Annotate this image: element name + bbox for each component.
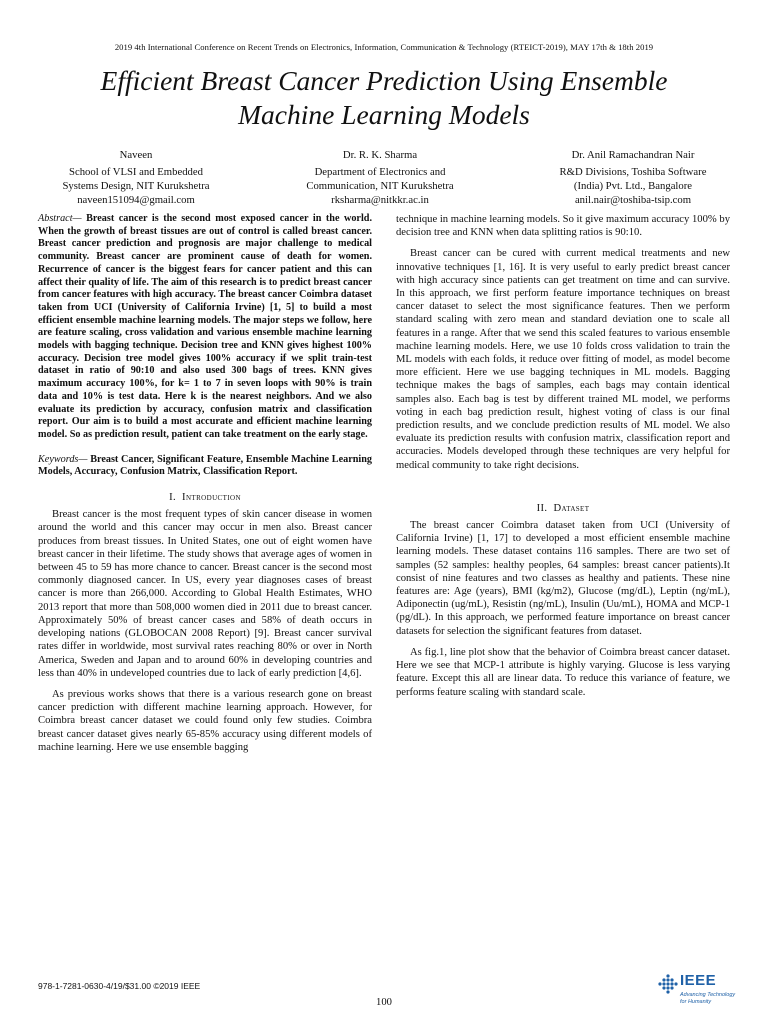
paragraph: As fig.1, line plot show that the behavior of Coimbra breast cancer dataset. Here we see that MCP-1 attribute is highly varying. Glucose is less varying feature. Except this all are linear data. To reduce this variance of feature, we performs feature scaling with standard scale. bbox=[396, 646, 730, 698]
author-affiliation: Department of Electronics and Communication, NIT Kurukshetra rksharma@nitkkr.ac.in bbox=[306, 166, 454, 206]
keywords-text: Breast Cancer, Significant Feature, Ensemble Machine Learning Models, Accuracy, Confusion Matrix, Classification Report. bbox=[38, 453, 372, 478]
paragraph: Breast cancer can be cured with current medical treatments and new innovative techniques [1, 16]. It is very useful to early predict breast cancer with high accuracy since patients can get treatment on time and can survive. In this approach, we first perform feature importance techniques on breast cancer dataset to select the most significance features. Then we perform standard scaling with zero mean and standard deviation one to scale all features in a range. After that we send this scaled features to various ensemble machine learning models. Here, we use 10 folds cross validation to train the ML models with each folds, it reduce over fitting of model, as model become more efficient. Here we use bagging techniques in ML models. Bagging technique makes the bags of samples, each bags may contain identical samples also. Each bag is test by different trained ML model, we performs voting in each bag prediction result, highest voting of class is our final prediction results, and we conclude prediction results of ML model. We also evaluate its prediction results with confusion matrix, classification report and accuracies. Models developed through these techniques are very helpful for medical community to take right decisions. bbox=[396, 248, 730, 471]
page-number: 100 bbox=[376, 997, 392, 1008]
author-block-1 bbox=[36, 148, 236, 207]
ieee-logo-text: IEEE bbox=[680, 972, 717, 989]
author-affiliation: R&D Divisions, Toshiba Software (India) Pvt. Ltd., Bangalore anil.nair@toshiba-tsip.com bbox=[559, 166, 707, 206]
keywords bbox=[38, 454, 372, 479]
abstract-label: Abstract— bbox=[38, 213, 82, 224]
abstract-text: Breast cancer is the second most exposed cancer in the world. When the growth of breast tissues are out of control is called breast cancer. Breast cancer prediction and prognosis are major challenge to medical community. Breast cancer are prominent cause of death for women. Recurrence of cancer is the biggest fears for cancer patient and this can affect their quality of life. The aim of this research is to predict breast cancer from cancer features with high accuracy. The breast cancer Coimbra dataset taken from UCI (University of California Irvine) [1, 5] to build a most efficient ensemble machine learning models. The major steps we follow, here are feature scaling, cross validation and various ensemble machine learning models with bagging technique. Decision tree and KNN gives highest 100% accuracy. Decision tree model gives 100% accuracy if we split train-test dataset in ratio of 90:10 and also used 300 bags of trees. KNN gives maximum accuracy 100%, for k= 1 to 7 in seven loops with 90% is train data and 10% is test data. Here k is the nearest neighbors. And we also evaluate its prediction by accuracy, confusion matrix and classification report. Our aim is to build a most accurate and efficient machine learning model. So as prediction result, patient can take treatment on the early stage. bbox=[38, 213, 372, 440]
copyright-line: 978-1-7281-0630-4/19/$31.00 ©2019 IEEE bbox=[38, 981, 201, 991]
ieee-logo bbox=[658, 972, 738, 1012]
author-affiliation: School of VLSI and Embedded Systems Design, NIT Kurukshetra naveen151094@gmail.com bbox=[62, 166, 210, 206]
paragraph: As previous works shows that there is a various research gone on breast cancer prediction with different machine learning approach. However, for Coimbra breast cancer dataset we could found only few studies. Coimbra breast cancer dataset gives nearly 65-85% accuracy using different models of machine learning. Here we use ensemble bagging bbox=[38, 688, 372, 753]
paragraph: The breast cancer Coimbra dataset taken from UCI (University of California Irvine) [1, 17] to developed a most efficient ensemble machine learning models. These dataset contains 116 samples. There are two set of samples (52 samples: healthy peoples, 64 samples: breast cancer patients).It consist of nine features and two classes as healthy and patients. These nine features are: Age (years), BMI (kg/m2), Glucose (mg/dL), Leptin (ng/mL), Adiponectin (ug/mL), Resistin (ng/mL), Insulin (Uu/mL), HOMA and MCP-1 (pg/dL). In this approach, we performed feature importance on breast cancer datasets for selection the significant features from dataset. bbox=[396, 520, 730, 637]
right-column bbox=[396, 213, 730, 707]
author-block-3 bbox=[528, 148, 738, 207]
author-name: Naveen bbox=[119, 149, 153, 161]
keywords-label: Keywords— bbox=[38, 453, 88, 465]
ieee-tagline: Advancing Technology for Humanity bbox=[680, 992, 736, 1005]
paragraph: technique in machine learning models. So it give maximum accuracy 100% by decision tree and KNN when data splitting ratios is 90:10. bbox=[396, 214, 730, 239]
ieee-diamond-icon bbox=[658, 974, 678, 994]
conference-header: 2019 4th International Conference on Recent Trends on Electronics, Information, Communication & Technology (RTEICT-2019), MAY 17th & 18th 2019 bbox=[114, 42, 654, 52]
author-name: Dr. R. K. Sharma bbox=[342, 149, 418, 161]
section-title: Introduction bbox=[182, 492, 241, 504]
paper-title bbox=[40, 64, 728, 132]
author-name: Dr. Anil Ramachandran Nair bbox=[571, 149, 695, 161]
section-number: I. bbox=[169, 492, 177, 504]
left-column bbox=[38, 213, 372, 762]
paragraph: Breast cancer is the most frequent types of skin cancer disease in women around the world and this cancer may occur in men also. Breast cancer produces from breast tissues. In United States, one out of eight women have breast cancer in their lifetime. The study shows that average ages of women in between 45 to 59 has more chance to cancer. Breast cancer is the second most commonly diagnosed cancer. In US, every year diagnoses cases of breast cancer is more than 266,000. According to Global Health Estimates, WHO 2013 report that more than 508,000 women died in 2011 due to breast cancer. Approximately 50% of breast cancer cases and 58% of death occurs in developing nations (GLOBOCAN 2008 Report) [9]. Breast cancer survival rates differ in worldwide, most survival rates reaching 80% or over in North America, Sweden and Japan and to around 60% in developing countries and less than 40% in undeveloped countries due to lack of early prediction [4,6]. bbox=[38, 509, 372, 679]
section-number: II. bbox=[536, 502, 548, 514]
abstract bbox=[38, 213, 372, 442]
title-line-1: Efficient Breast Cancer Prediction Using Ensemble bbox=[100, 65, 668, 96]
section-heading-introduction bbox=[38, 491, 372, 504]
section-heading-dataset bbox=[396, 502, 730, 515]
title-line-2: Machine Learning Models bbox=[238, 99, 530, 130]
author-block-2 bbox=[280, 148, 480, 207]
section-title: Dataset bbox=[553, 502, 590, 514]
